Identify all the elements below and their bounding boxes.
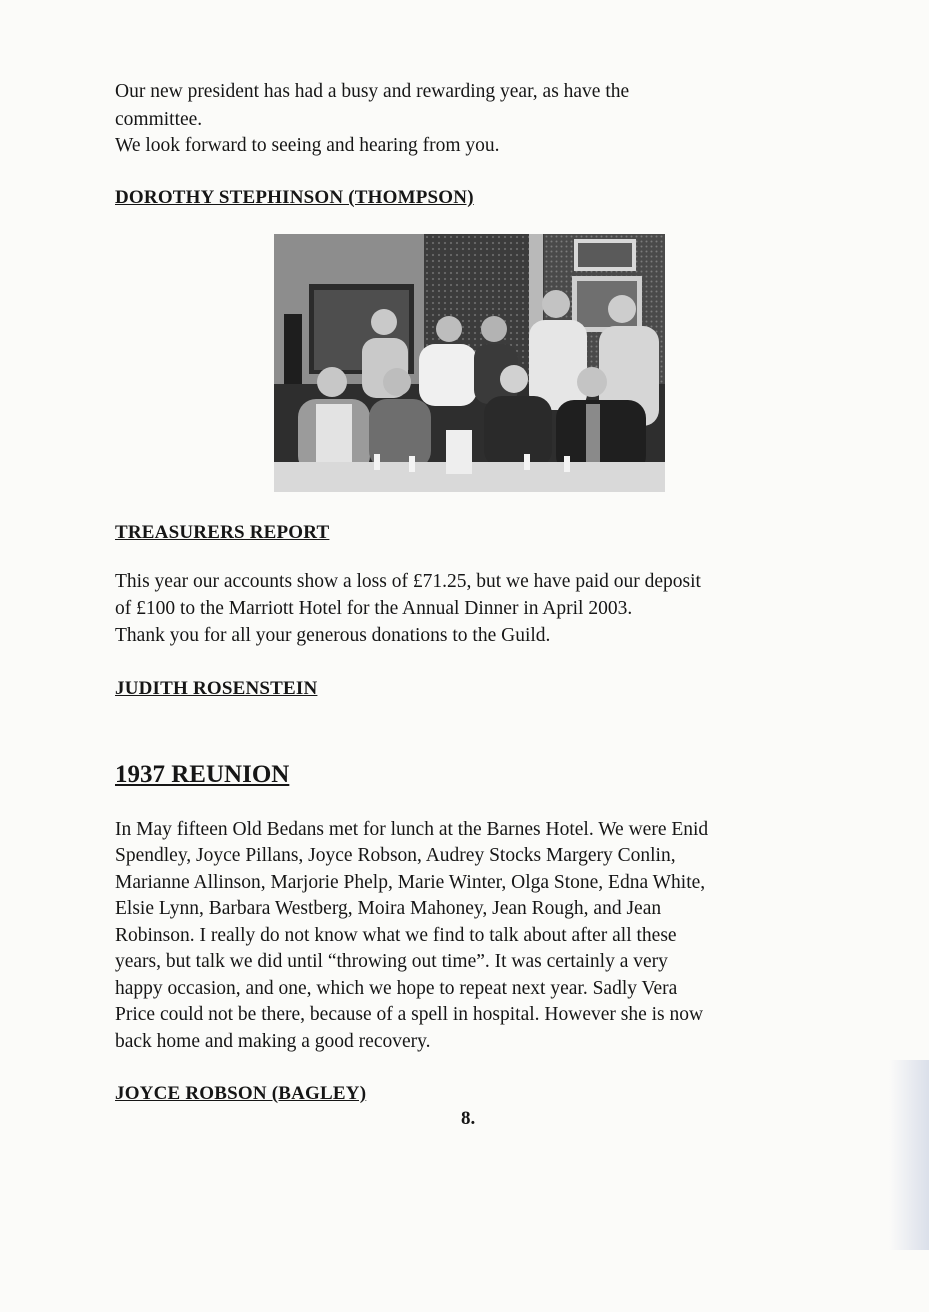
intro-line-1: Our new president has had a busy and rewarding year, as have the: [115, 81, 630, 102]
treasurer-line-1: This year our accounts show a loss of £71.25, but we have paid our deposit: [115, 571, 701, 592]
scan-edge-shadow: [889, 1060, 929, 1250]
reunion-line-9: back home and making a good recovery.: [115, 1031, 431, 1052]
treasurer-line-2: of £100 to the Marriott Hotel for the Annual Dinner in April 2003.: [115, 598, 633, 619]
treasurer-line-3: Thank you for all your generous donations to the Guild.: [115, 625, 551, 646]
reunion-line-3: Marianne Allinson, Marjorie Phelp, Marie Winter, Olga Stone, Edna White,: [115, 872, 706, 893]
reunion-line-2: Spendley, Joyce Pillans, Joyce Robson, Audrey Stocks Margery Conlin,: [115, 845, 676, 866]
signature-joyce: JOYCE ROBSON (BAGLEY): [115, 1083, 367, 1104]
intro-line-3: We look forward to seeing and hearing from you.: [115, 135, 500, 156]
treasurers-report-heading: TREASURERS REPORT: [115, 522, 330, 543]
reunion-line-6: years, but talk we did until “throwing out time”. It was certainly a very: [115, 951, 668, 972]
reunion-line-5: Robinson. I really do not know what we find to talk about after all these: [115, 925, 677, 946]
signature-judith: JUDITH ROSENSTEIN: [115, 678, 318, 699]
page-number: 8.: [461, 1108, 476, 1129]
group-photo: [274, 234, 665, 492]
group-photo-icon: [274, 234, 665, 492]
reunion-line-8: Price could not be there, because of a spell in hospital. However she is now: [115, 1004, 704, 1025]
reunion-line-4: Elsie Lynn, Barbara Westberg, Moira Mahoney, Jean Rough, and Jean: [115, 898, 662, 919]
signature-dorothy: DOROTHY STEPHINSON (THOMPSON): [115, 187, 474, 208]
reunion-heading: 1937 REUNION: [115, 761, 290, 788]
reunion-line-1: In May fifteen Old Bedans met for lunch at the Barnes Hotel. We were Enid: [115, 819, 709, 840]
reunion-line-7: happy occasion, and one, which we hope to repeat next year. Sadly Vera: [115, 978, 678, 999]
intro-line-2: committee.: [115, 109, 203, 130]
